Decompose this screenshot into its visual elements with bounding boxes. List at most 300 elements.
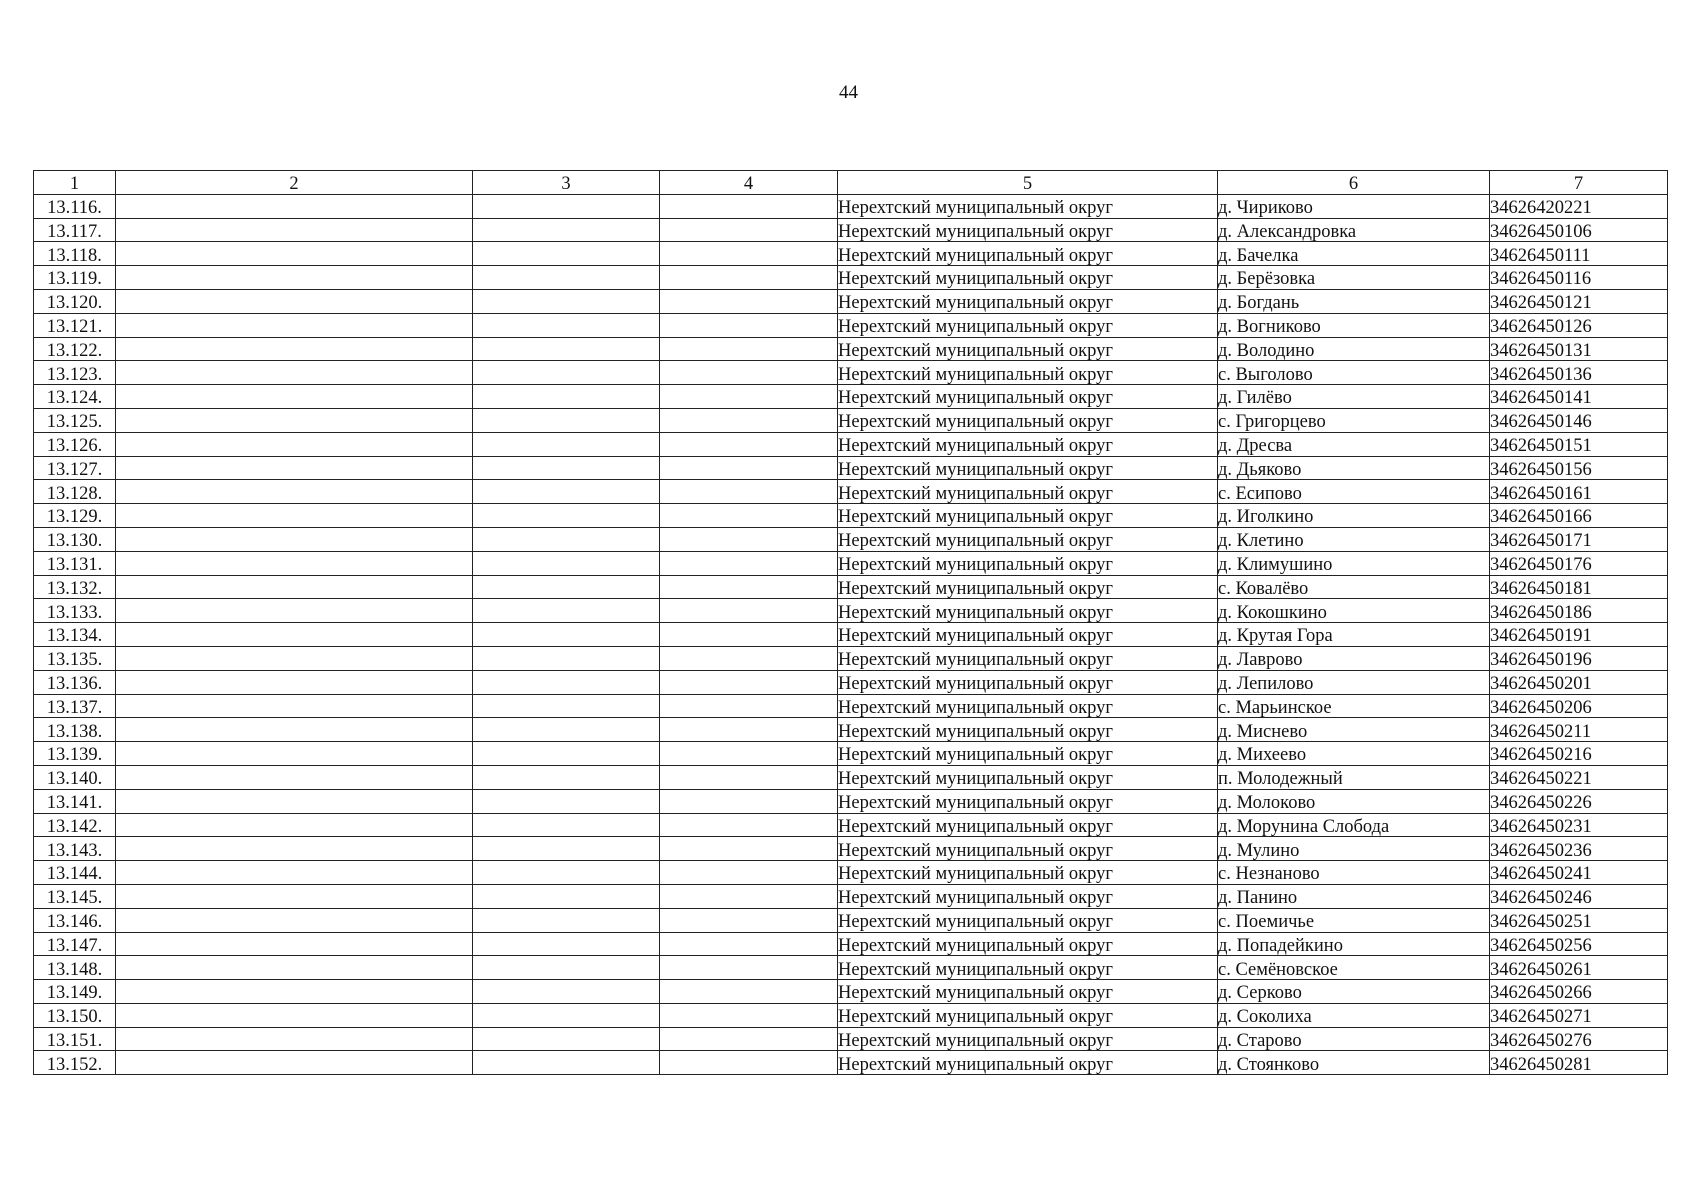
empty-cell-col2 (116, 575, 473, 599)
code-cell: 34626450221 (1490, 765, 1668, 789)
district-cell: Нерехтский муниципальный округ (838, 789, 1218, 813)
table-row (34, 480, 1668, 504)
table-row (34, 884, 1668, 908)
row-number-cell: 13.136. (34, 670, 116, 694)
district-cell: Нерехтский муниципальный округ (838, 908, 1218, 932)
locality-cell: с. Незнаново (1218, 861, 1490, 885)
locality-cell: с. Семёновское (1218, 956, 1490, 980)
locality-cell: д. Попадейкино (1218, 932, 1490, 956)
district-cell: Нерехтский муниципальный округ (838, 432, 1218, 456)
table-row (34, 408, 1668, 432)
table-row (34, 575, 1668, 599)
row-number-cell: 13.132. (34, 575, 116, 599)
row-number-cell: 13.122. (34, 337, 116, 361)
row-number-cell: 13.124. (34, 385, 116, 409)
empty-cell-col3 (473, 884, 660, 908)
table-row (34, 813, 1668, 837)
code-cell: 34626450176 (1490, 551, 1668, 575)
column-header-4: 4 (660, 171, 838, 195)
empty-cell-col2 (116, 646, 473, 670)
code-cell: 34626450121 (1490, 289, 1668, 313)
empty-cell-col3 (473, 527, 660, 551)
empty-cell-col4 (660, 837, 838, 861)
empty-cell-col2 (116, 551, 473, 575)
district-cell: Нерехтский муниципальный округ (838, 361, 1218, 385)
district-cell: Нерехтский муниципальный округ (838, 623, 1218, 647)
empty-cell-col4 (660, 1003, 838, 1027)
empty-cell-col2 (116, 980, 473, 1004)
locality-cell: д. Клетино (1218, 527, 1490, 551)
empty-cell-col2 (116, 861, 473, 885)
empty-cell-col2 (116, 742, 473, 766)
district-cell: Нерехтский муниципальный округ (838, 980, 1218, 1004)
locality-cell: с. Марьинское (1218, 694, 1490, 718)
empty-cell-col4 (660, 551, 838, 575)
code-cell: 34626450196 (1490, 646, 1668, 670)
code-cell: 34626450191 (1490, 623, 1668, 647)
table-row (34, 1027, 1668, 1051)
code-cell: 34626450156 (1490, 456, 1668, 480)
locality-cell: д. Иголкино (1218, 504, 1490, 528)
empty-cell-col4 (660, 908, 838, 932)
page-number: 44 (839, 82, 858, 103)
district-cell: Нерехтский муниципальный округ (838, 551, 1218, 575)
locality-cell: д. Володино (1218, 337, 1490, 361)
row-number-cell: 13.152. (34, 1051, 116, 1075)
code-cell: 34626450126 (1490, 313, 1668, 337)
empty-cell-col2 (116, 480, 473, 504)
empty-cell-col4 (660, 694, 838, 718)
table-row (34, 385, 1668, 409)
empty-cell-col3 (473, 456, 660, 480)
empty-cell-col2 (116, 837, 473, 861)
empty-cell-col4 (660, 789, 838, 813)
row-number-cell: 13.121. (34, 313, 116, 337)
empty-cell-col3 (473, 980, 660, 1004)
empty-cell-col4 (660, 575, 838, 599)
code-cell: 34626420221 (1490, 194, 1668, 218)
district-cell: Нерехтский муниципальный округ (838, 861, 1218, 885)
empty-cell-col2 (116, 194, 473, 218)
locality-cell: д. Серково (1218, 980, 1490, 1004)
row-number-cell: 13.129. (34, 504, 116, 528)
empty-cell-col2 (116, 789, 473, 813)
empty-cell-col4 (660, 861, 838, 885)
table-row (34, 266, 1668, 290)
district-cell: Нерехтский муниципальный округ (838, 218, 1218, 242)
code-cell: 34626450276 (1490, 1027, 1668, 1051)
locality-cell: д. Стоянково (1218, 1051, 1490, 1075)
empty-cell-col2 (116, 623, 473, 647)
row-number-cell: 13.119. (34, 266, 116, 290)
code-cell: 34626450141 (1490, 385, 1668, 409)
row-number-cell: 13.128. (34, 480, 116, 504)
row-number-cell: 13.118. (34, 242, 116, 266)
district-cell: Нерехтский муниципальный округ (838, 575, 1218, 599)
empty-cell-col2 (116, 1051, 473, 1075)
district-cell: Нерехтский муниципальный округ (838, 646, 1218, 670)
empty-cell-col4 (660, 1027, 838, 1051)
row-number-cell: 13.151. (34, 1027, 116, 1051)
row-number-cell: 13.123. (34, 361, 116, 385)
empty-cell-col3 (473, 480, 660, 504)
row-number-cell: 13.139. (34, 742, 116, 766)
row-number-cell: 13.125. (34, 408, 116, 432)
code-cell: 34626450206 (1490, 694, 1668, 718)
code-cell: 34626450186 (1490, 599, 1668, 623)
locality-cell: д. Мулино (1218, 837, 1490, 861)
district-cell: Нерехтский муниципальный округ (838, 599, 1218, 623)
empty-cell-col4 (660, 813, 838, 837)
empty-cell-col4 (660, 623, 838, 647)
table-row (34, 1003, 1668, 1027)
district-cell: Нерехтский муниципальный округ (838, 337, 1218, 361)
district-cell: Нерехтский муниципальный округ (838, 1027, 1218, 1051)
district-cell: Нерехтский муниципальный округ (838, 694, 1218, 718)
locality-cell: с. Григорцево (1218, 408, 1490, 432)
code-cell: 34626450281 (1490, 1051, 1668, 1075)
district-cell: Нерехтский муниципальный округ (838, 527, 1218, 551)
locality-cell: д. Михеево (1218, 742, 1490, 766)
empty-cell-col2 (116, 242, 473, 266)
empty-cell-col3 (473, 956, 660, 980)
column-header-2: 2 (116, 171, 473, 195)
code-cell: 34626450151 (1490, 432, 1668, 456)
row-number-cell: 13.140. (34, 765, 116, 789)
empty-cell-col4 (660, 599, 838, 623)
row-number-cell: 13.145. (34, 884, 116, 908)
empty-cell-col3 (473, 266, 660, 290)
table-row (34, 337, 1668, 361)
table-row (34, 289, 1668, 313)
locality-cell: д. Чириково (1218, 194, 1490, 218)
empty-cell-col2 (116, 289, 473, 313)
district-cell: Нерехтский муниципальный округ (838, 670, 1218, 694)
table-row (34, 1051, 1668, 1075)
row-number-cell: 13.134. (34, 623, 116, 647)
empty-cell-col4 (660, 765, 838, 789)
empty-cell-col3 (473, 718, 660, 742)
column-header-6: 6 (1218, 171, 1490, 195)
empty-cell-col3 (473, 361, 660, 385)
empty-cell-col2 (116, 670, 473, 694)
row-number-cell: 13.137. (34, 694, 116, 718)
code-cell: 34626450171 (1490, 527, 1668, 551)
row-number-cell: 13.146. (34, 908, 116, 932)
empty-cell-col4 (660, 527, 838, 551)
code-cell: 34626450266 (1490, 980, 1668, 1004)
empty-cell-col3 (473, 1003, 660, 1027)
row-number-cell: 13.147. (34, 932, 116, 956)
empty-cell-col4 (660, 218, 838, 242)
locality-cell: д. Крутая Гора (1218, 623, 1490, 647)
code-cell: 34626450111 (1490, 242, 1668, 266)
empty-cell-col2 (116, 456, 473, 480)
empty-cell-col4 (660, 385, 838, 409)
empty-cell-col4 (660, 646, 838, 670)
empty-cell-col3 (473, 408, 660, 432)
row-number-cell: 13.131. (34, 551, 116, 575)
table-row (34, 504, 1668, 528)
empty-cell-col3 (473, 623, 660, 647)
locality-cell: п. Молодежный (1218, 765, 1490, 789)
table-row (34, 242, 1668, 266)
table-row (34, 861, 1668, 885)
empty-cell-col2 (116, 813, 473, 837)
empty-cell-col2 (116, 908, 473, 932)
code-cell: 34626450271 (1490, 1003, 1668, 1027)
table-row (34, 932, 1668, 956)
locality-cell: д. Бачелка (1218, 242, 1490, 266)
row-number-cell: 13.138. (34, 718, 116, 742)
empty-cell-col4 (660, 337, 838, 361)
table-row (34, 789, 1668, 813)
district-cell: Нерехтский муниципальный округ (838, 884, 1218, 908)
row-number-cell: 13.127. (34, 456, 116, 480)
locality-cell: с. Ковалёво (1218, 575, 1490, 599)
code-cell: 34626450181 (1490, 575, 1668, 599)
table-row (34, 646, 1668, 670)
district-cell: Нерехтский муниципальный округ (838, 742, 1218, 766)
code-cell: 34626450106 (1490, 218, 1668, 242)
district-cell: Нерехтский муниципальный округ (838, 194, 1218, 218)
row-number-cell: 13.126. (34, 432, 116, 456)
empty-cell-col2 (116, 765, 473, 789)
table-row (34, 527, 1668, 551)
locality-cell: с. Есипово (1218, 480, 1490, 504)
empty-cell-col4 (660, 504, 838, 528)
locality-cell: с. Поемичье (1218, 908, 1490, 932)
district-cell: Нерехтский муниципальный округ (838, 837, 1218, 861)
empty-cell-col3 (473, 242, 660, 266)
empty-cell-col4 (660, 266, 838, 290)
row-number-cell: 13.120. (34, 289, 116, 313)
row-number-cell: 13.143. (34, 837, 116, 861)
district-cell: Нерехтский муниципальный округ (838, 456, 1218, 480)
empty-cell-col2 (116, 1003, 473, 1027)
empty-cell-col4 (660, 956, 838, 980)
district-cell: Нерехтский муниципальный округ (838, 932, 1218, 956)
row-number-cell: 13.141. (34, 789, 116, 813)
code-cell: 34626450136 (1490, 361, 1668, 385)
empty-cell-col2 (116, 527, 473, 551)
column-header-7: 7 (1490, 171, 1668, 195)
empty-cell-col4 (660, 1051, 838, 1075)
locality-cell: д. Лепилово (1218, 670, 1490, 694)
empty-cell-col2 (116, 385, 473, 409)
table-row (34, 599, 1668, 623)
row-number-cell: 13.117. (34, 218, 116, 242)
code-cell: 34626450261 (1490, 956, 1668, 980)
empty-cell-col2 (116, 361, 473, 385)
district-cell: Нерехтский муниципальный округ (838, 289, 1218, 313)
empty-cell-col4 (660, 884, 838, 908)
code-cell: 34626450116 (1490, 266, 1668, 290)
code-cell: 34626450231 (1490, 813, 1668, 837)
locality-cell: д. Вогниково (1218, 313, 1490, 337)
empty-cell-col3 (473, 337, 660, 361)
district-cell: Нерехтский муниципальный округ (838, 480, 1218, 504)
empty-cell-col3 (473, 789, 660, 813)
empty-cell-col3 (473, 1051, 660, 1075)
empty-cell-col3 (473, 289, 660, 313)
locality-cell: д. Миснево (1218, 718, 1490, 742)
locality-cell: д. Дресва (1218, 432, 1490, 456)
locality-cell: д. Лаврово (1218, 646, 1490, 670)
code-cell: 34626450236 (1490, 837, 1668, 861)
column-header-3: 3 (473, 171, 660, 195)
empty-cell-col4 (660, 242, 838, 266)
locality-cell: д. Старово (1218, 1027, 1490, 1051)
empty-cell-col2 (116, 337, 473, 361)
empty-cell-col4 (660, 670, 838, 694)
empty-cell-col3 (473, 932, 660, 956)
table-row (34, 623, 1668, 647)
row-number-cell: 13.150. (34, 1003, 116, 1027)
table-row (34, 313, 1668, 337)
empty-cell-col2 (116, 718, 473, 742)
empty-cell-col4 (660, 408, 838, 432)
empty-cell-col2 (116, 408, 473, 432)
empty-cell-col3 (473, 551, 660, 575)
locality-cell: д. Гилёво (1218, 385, 1490, 409)
table-row (34, 837, 1668, 861)
empty-cell-col3 (473, 575, 660, 599)
district-cell: Нерехтский муниципальный округ (838, 385, 1218, 409)
empty-cell-col3 (473, 504, 660, 528)
locality-cell: д. Кокошкино (1218, 599, 1490, 623)
locality-cell: д. Панино (1218, 884, 1490, 908)
empty-cell-col4 (660, 932, 838, 956)
row-number-cell: 13.148. (34, 956, 116, 980)
empty-cell-col4 (660, 456, 838, 480)
empty-cell-col3 (473, 861, 660, 885)
row-number-cell: 13.135. (34, 646, 116, 670)
table-row (34, 551, 1668, 575)
empty-cell-col3 (473, 837, 660, 861)
code-cell: 34626450251 (1490, 908, 1668, 932)
table-row (34, 718, 1668, 742)
locality-cell: д. Молоково (1218, 789, 1490, 813)
empty-cell-col4 (660, 194, 838, 218)
code-cell: 34626450211 (1490, 718, 1668, 742)
column-header-1: 1 (34, 171, 116, 195)
empty-cell-col3 (473, 432, 660, 456)
code-cell: 34626450166 (1490, 504, 1668, 528)
code-cell: 34626450246 (1490, 884, 1668, 908)
empty-cell-col3 (473, 313, 660, 337)
locality-cell: с. Выголово (1218, 361, 1490, 385)
empty-cell-col4 (660, 718, 838, 742)
empty-cell-col2 (116, 313, 473, 337)
code-cell: 34626450226 (1490, 789, 1668, 813)
empty-cell-col3 (473, 194, 660, 218)
code-cell: 34626450216 (1490, 742, 1668, 766)
code-cell: 34626450201 (1490, 670, 1668, 694)
empty-cell-col2 (116, 932, 473, 956)
code-cell: 34626450256 (1490, 932, 1668, 956)
locality-table (33, 170, 1668, 1075)
empty-cell-col4 (660, 432, 838, 456)
empty-cell-col2 (116, 432, 473, 456)
empty-cell-col2 (116, 884, 473, 908)
empty-cell-col3 (473, 765, 660, 789)
district-cell: Нерехтский муниципальный округ (838, 718, 1218, 742)
district-cell: Нерехтский муниципальный округ (838, 504, 1218, 528)
table-body (34, 194, 1668, 1074)
row-number-cell: 13.149. (34, 980, 116, 1004)
empty-cell-col2 (116, 694, 473, 718)
empty-cell-col3 (473, 670, 660, 694)
empty-cell-col3 (473, 1027, 660, 1051)
empty-cell-col3 (473, 218, 660, 242)
district-cell: Нерехтский муниципальный округ (838, 313, 1218, 337)
empty-cell-col3 (473, 385, 660, 409)
empty-cell-col4 (660, 289, 838, 313)
row-number-cell: 13.130. (34, 527, 116, 551)
empty-cell-col2 (116, 266, 473, 290)
table-row (34, 956, 1668, 980)
table-row (34, 980, 1668, 1004)
row-number-cell: 13.116. (34, 194, 116, 218)
table-row (34, 456, 1668, 480)
empty-cell-col4 (660, 361, 838, 385)
table-row (34, 742, 1668, 766)
code-cell: 34626450161 (1490, 480, 1668, 504)
district-cell: Нерехтский муниципальный округ (838, 765, 1218, 789)
district-cell: Нерехтский муниципальный округ (838, 813, 1218, 837)
header-row (34, 171, 1668, 195)
empty-cell-col2 (116, 956, 473, 980)
locality-cell: д. Морунина Слобода (1218, 813, 1490, 837)
empty-cell-col4 (660, 742, 838, 766)
district-cell: Нерехтский муниципальный округ (838, 408, 1218, 432)
table-row (34, 218, 1668, 242)
table-row (34, 361, 1668, 385)
table-row (34, 765, 1668, 789)
empty-cell-col2 (116, 1027, 473, 1051)
locality-cell: д. Александровка (1218, 218, 1490, 242)
locality-cell: д. Богдань (1218, 289, 1490, 313)
empty-cell-col2 (116, 218, 473, 242)
empty-cell-col4 (660, 480, 838, 504)
row-number-cell: 13.133. (34, 599, 116, 623)
district-cell: Нерехтский муниципальный округ (838, 242, 1218, 266)
empty-cell-col4 (660, 980, 838, 1004)
table-row (34, 432, 1668, 456)
empty-cell-col3 (473, 908, 660, 932)
district-cell: Нерехтский муниципальный округ (838, 266, 1218, 290)
empty-cell-col3 (473, 599, 660, 623)
table-row (34, 908, 1668, 932)
row-number-cell: 13.142. (34, 813, 116, 837)
district-cell: Нерехтский муниципальный округ (838, 956, 1218, 980)
empty-cell-col2 (116, 599, 473, 623)
code-cell: 34626450146 (1490, 408, 1668, 432)
empty-cell-col2 (116, 504, 473, 528)
table-row (34, 670, 1668, 694)
empty-cell-col3 (473, 694, 660, 718)
locality-cell: д. Берёзовка (1218, 266, 1490, 290)
code-cell: 34626450131 (1490, 337, 1668, 361)
table-row (34, 194, 1668, 218)
empty-cell-col3 (473, 742, 660, 766)
locality-cell: д. Климушино (1218, 551, 1490, 575)
district-cell: Нерехтский муниципальный округ (838, 1003, 1218, 1027)
empty-cell-col3 (473, 646, 660, 670)
locality-cell: д. Дьяково (1218, 456, 1490, 480)
district-cell: Нерехтский муниципальный округ (838, 1051, 1218, 1075)
